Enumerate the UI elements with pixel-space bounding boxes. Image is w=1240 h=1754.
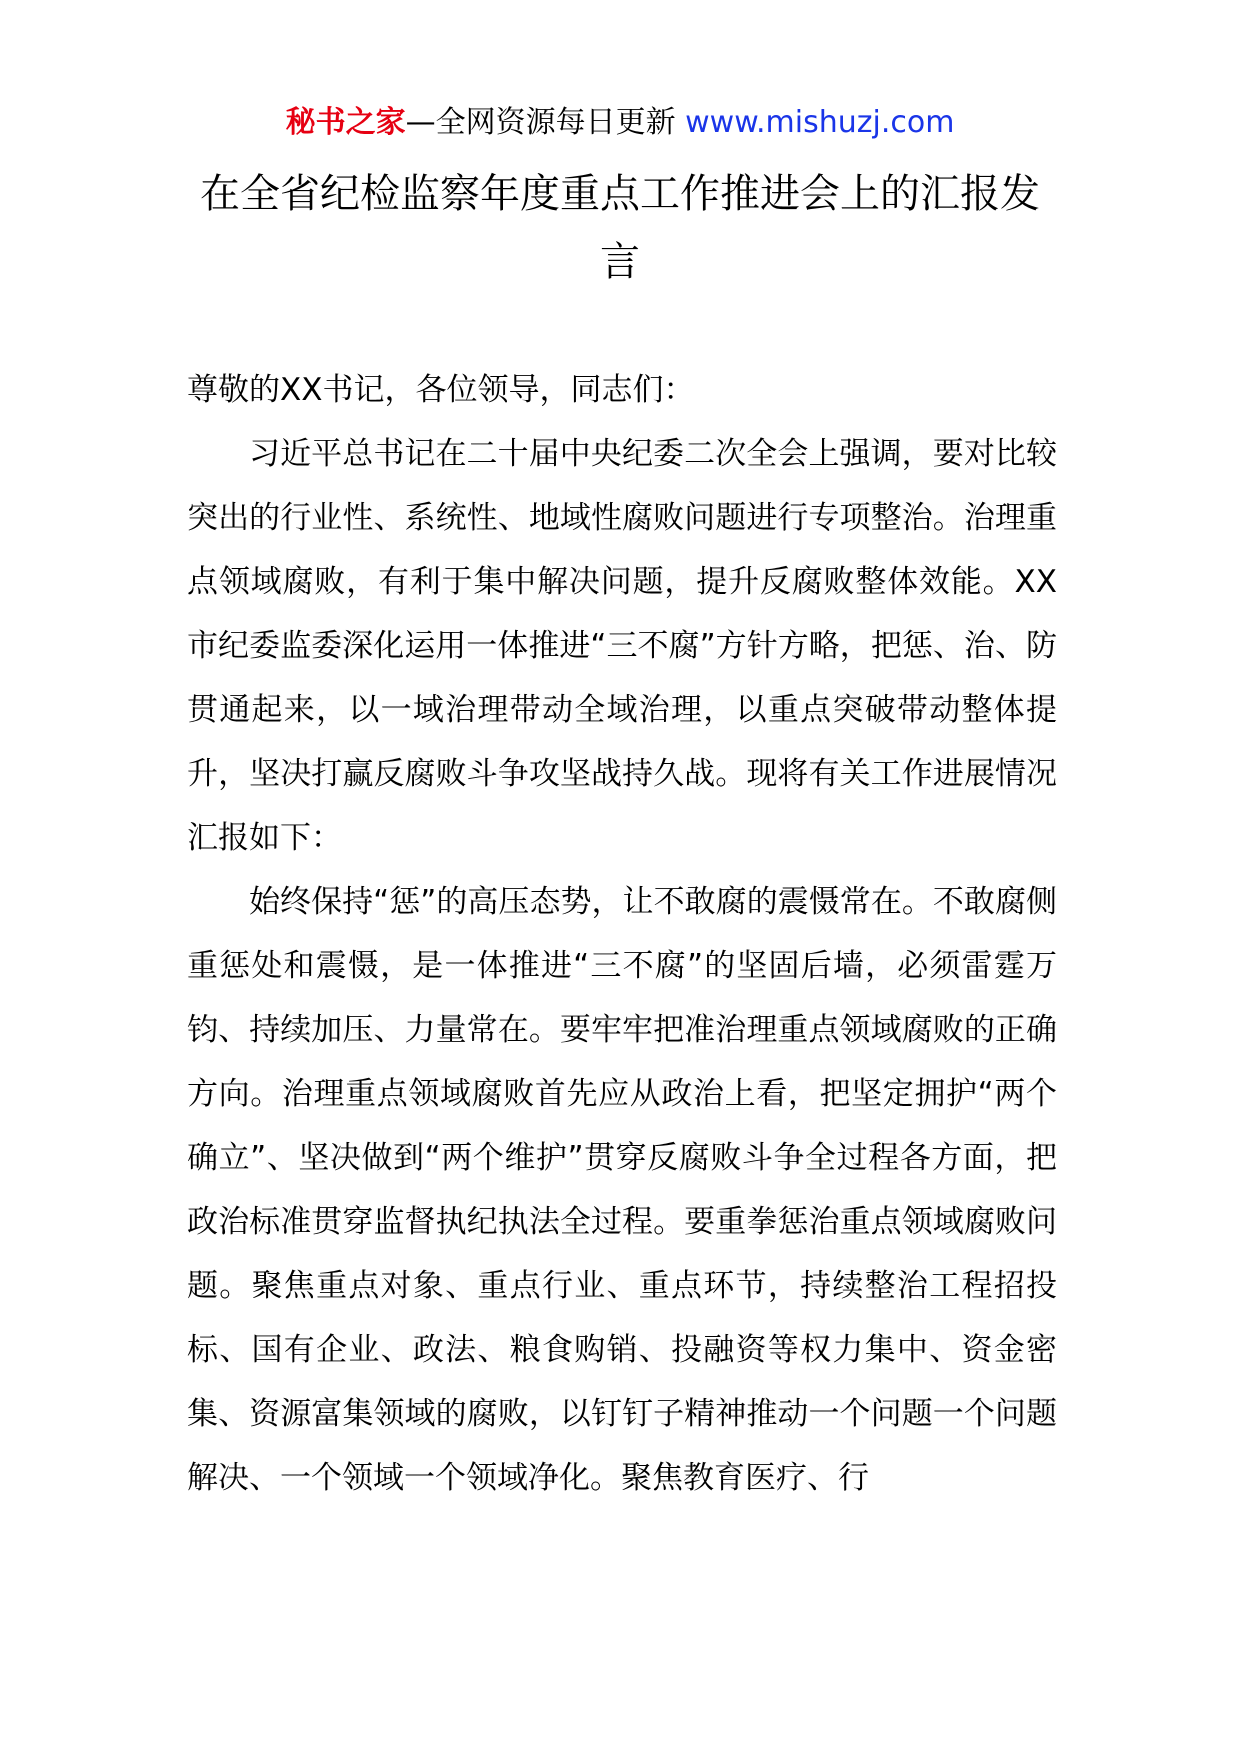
paragraph: 习近平总书记在二十届中央纪委二次全会上强调，要对比较突出的行业性、系统性、地域性腐败问题进行专项整治。治理重点领域腐败，有利于集中解决问题，提升反腐败整体效能。XX市纪委监委深化运用一体推进“三不腐”方针方略，把惩、治、防贯通起来，以一域治理带动全域治理，以重点突破带动整体提升，坚决打赢反腐败斗争攻坚战持久战。现将有关工作进展情况汇报如下： (187, 436, 1057, 856)
brand-name: 秘书之家 (285, 105, 406, 140)
salutation: 尊敬的XX书记，各位领导，同志们： (187, 372, 695, 408)
document-title: 在全省纪检监察年度重点工作推进会上的汇报发言 (200, 171, 1040, 285)
paragraph: 始终保持“惩”的高压态势，让不敢腐的震慑常在。不敢腐侧重惩处和震慑，是一体推进“三不腐”的坚固后墙，必须雷霆万钧、持续加压、力量常在。要牢牢把准治理重点领域腐败的正确方向。治理重点领域腐败首先应从政治上看，把坚定拥护“两个确立”、坚决做到“两个维护”贯穿反腐败斗争全过程各方面，把政治标准贯穿监督执纪执法全过程。要重拳惩治重点领域腐败问题。聚焦重点对象、重点行业、重点环节，持续整治工程招投标、国有企业、政法、粮食购销、投融资等权力集中、资金密集、资源富集领域的腐败，以钉钉子精神推动一个问题一个问题解决、一个领域一个领域净化。聚焦教育医疗、行 (187, 884, 1057, 1496)
site-url-link[interactable]: www.mishuzj.com (685, 105, 955, 140)
header-tagline: —全网资源每日更新 (405, 105, 686, 140)
site-header (0, 100, 1240, 146)
document-body (187, 358, 1057, 1510)
